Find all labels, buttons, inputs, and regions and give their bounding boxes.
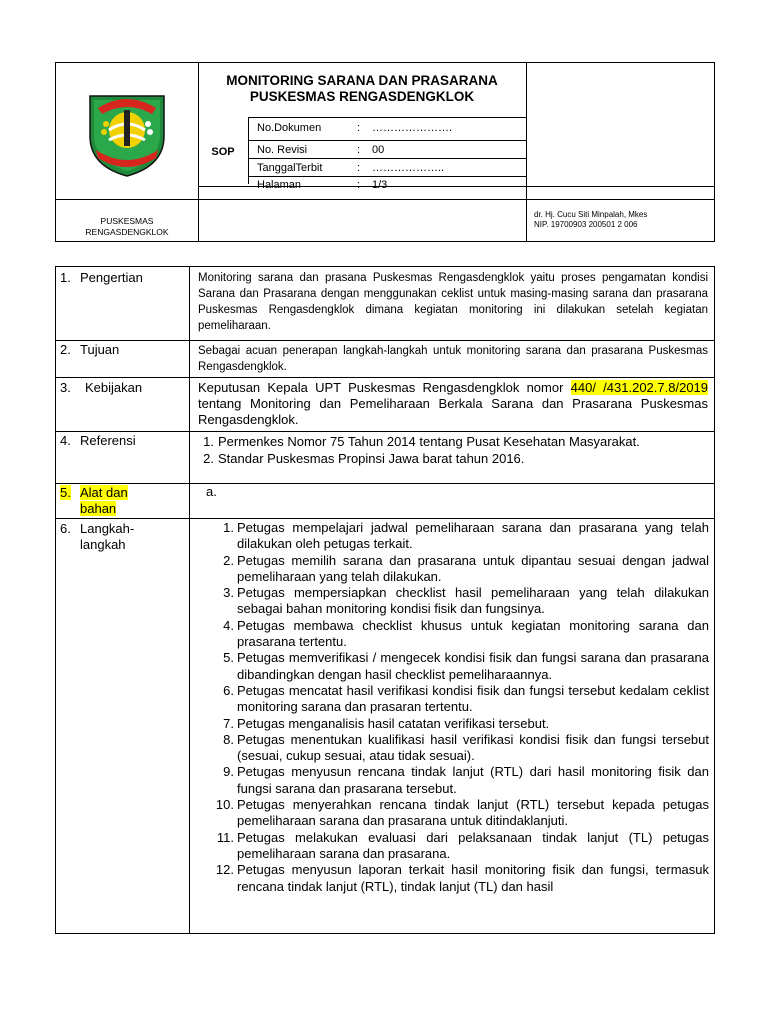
section-label-alat: [80, 485, 185, 517]
label-line-1: Langkah-: [80, 521, 135, 536]
section-label-kebijakan: Kebijakan: [85, 380, 143, 395]
doc-label: TanggalTerbit: [257, 162, 323, 174]
step-item: [206, 732, 709, 765]
step-number: 7.: [223, 715, 234, 731]
item-number: 2.: [203, 451, 214, 466]
signer-nip: NIP. 19700903 200501 2 006: [534, 220, 638, 229]
section-label-langkah: [80, 521, 185, 553]
doc-colon: :: [357, 179, 361, 191]
step-number: 3.: [223, 585, 234, 601]
langkah-steps-list: [206, 520, 709, 932]
step-number: 4.: [223, 617, 234, 633]
doc-colon: :: [357, 122, 361, 134]
doc-colon: :: [357, 144, 361, 156]
doc-label: No.Dokumen: [257, 122, 322, 134]
header-divider: [248, 158, 526, 159]
title-line-2: PUSKESMAS RENGASDENGKLOK: [249, 89, 475, 104]
sop-header: [55, 62, 715, 242]
step-number: 8.: [223, 731, 234, 747]
referensi-list: [194, 433, 714, 467]
step-text: Petugas mempersiapkan checklist hasil pemeliharaan yang telah dilakukan sebagai bahan monitoring kondisi fisik dan fungsinya.: [237, 585, 709, 617]
header-divider: [248, 176, 526, 177]
org-line-1: PUSKESMAS: [100, 216, 154, 226]
row-divider: [56, 483, 714, 484]
header-divider: [248, 117, 526, 118]
list-item: [194, 450, 714, 467]
step-item: [206, 764, 709, 797]
sop-content-table: [55, 266, 715, 934]
title-line-1: MONITORING SARANA DAN PRASARANA: [226, 73, 498, 88]
step-text: Petugas memilih sarana dan prasarana untuk dipantau sesuai dengan jadwal pemeliharaan yang telah dilakukan.: [237, 552, 709, 584]
section-number: 3.: [60, 380, 71, 395]
step-item: [206, 553, 709, 586]
doc-label: No. Revisi: [257, 144, 308, 156]
step-item: [206, 716, 709, 732]
step-item: [206, 585, 709, 618]
org-line-2: RENGASDENGKLOK: [85, 227, 169, 237]
alat-item: [206, 484, 217, 500]
step-text: Petugas mempelajari jadwal pemeliharaan sarana dan prasarana yang telah dilakukan oleh petugas terkait.: [237, 520, 709, 552]
section-number-highlight: 5.: [60, 485, 71, 500]
row-divider: [56, 518, 714, 519]
karawang-logo: [86, 88, 168, 178]
signature-block: [534, 210, 714, 230]
step-number: 10.: [215, 797, 234, 813]
header-divider: [56, 199, 714, 200]
kebijakan-text: [198, 380, 708, 428]
row-divider: [56, 340, 714, 341]
step-item: [206, 797, 709, 830]
row-divider: [56, 431, 714, 432]
doc-value: ………………..: [372, 162, 445, 174]
section-number: 1.: [60, 270, 71, 285]
item-number: a.: [206, 484, 217, 499]
step-text: Petugas membawa checklist khusus untuk kegiatan monitoring sarana dan prasarana tertentu.: [237, 617, 709, 650]
header-divider: [248, 117, 249, 184]
sop-label: SOP: [211, 146, 235, 158]
column-divider: [189, 267, 190, 933]
step-number: 5.: [223, 650, 234, 666]
step-item: [206, 862, 709, 895]
kebijakan-text-after: tentang Monitoring dan Pemeliharaan Berkala Sarana dan Prasarana Puskesmas Rengasdengklok.: [198, 396, 708, 427]
tujuan-text: Sebagai acuan penerapan langkah-langkah untuk monitoring sarana dan prasarana Puskesmas Rengasdengklok.: [198, 345, 708, 373]
doc-colon: :: [357, 162, 361, 174]
step-item: [206, 520, 709, 553]
section-number: 2.: [60, 342, 71, 357]
doc-label: Halaman: [257, 179, 302, 191]
step-number: 1.: [223, 520, 234, 535]
section-label-referensi: Referensi: [80, 433, 136, 448]
doc-value: 00: [372, 144, 385, 156]
section-number: [60, 485, 78, 501]
step-text: Petugas mencatat hasil verifikasi kondisi fisik dan fungsi tersebut kedalam ceklist monitoring sarana dan prasaran tertentu.: [237, 682, 709, 715]
item-text: Standar Puskesmas Propinsi Jawa barat tahun 2016.: [218, 451, 525, 466]
step-item: [206, 830, 709, 863]
section-number: 4.: [60, 433, 71, 448]
document-title: [198, 73, 526, 105]
step-number: 6.: [223, 682, 234, 698]
list-item: [194, 433, 714, 450]
label-line-2: langkah: [80, 537, 126, 552]
step-text: Petugas menyusun laporan terkait hasil monitoring fisik dan fungsi, termasuk rencana tindak lanjut (RTL), tindak lanjut (TL) dan hasil: [237, 862, 709, 894]
step-number: 11.: [216, 829, 234, 845]
step-item: [206, 683, 709, 716]
step-text: Petugas menganalisis hasil catatan verifikasi tersebut.: [237, 715, 550, 731]
label-line-1: Alat dan: [80, 485, 128, 500]
kebijakan-text-before: Keputusan Kepala UPT Puskesmas Rengasdengklok nomor: [198, 380, 571, 395]
row-divider: [56, 377, 714, 378]
item-number: 1.: [203, 434, 214, 449]
step-number: 9.: [223, 764, 234, 780]
organization-name: [56, 216, 198, 238]
pengertian-text: Monitoring sarana dan prasana Puskesmas Rengasdengklok yaitu proses pengamatan kondisi Sarana dan Prasarana dengan menggunakan ceklist untuk masing-masing sarana dan prasarana Puskesmas Rengasdengklok dimana kegiatan monitoring ini dilakukan setelah kegiatan pemeliharaan.: [198, 272, 708, 332]
step-text: Petugas melakukan evaluasi dari pelaksanaan tindak lanjut (TL) petugas pemeliharaan sarana dan prasarana.: [237, 829, 709, 861]
label-line-2: bahan: [80, 501, 117, 516]
step-number: 2.: [223, 552, 234, 568]
decree-number-highlight: 440/ /431.202.7.8/2019: [570, 380, 709, 395]
item-text: Permenkes Nomor 75 Tahun 2014 tentang Pusat Kesehatan Masyarakat.: [218, 434, 640, 449]
section-label-pengertian: Pengertian: [80, 270, 143, 285]
header-divider: [248, 140, 526, 141]
section-label-tujuan: Tujuan: [80, 342, 120, 357]
step-text: Petugas menentukan kualifikasi hasil verifikasi kondisi fisik dan fungsi tersebut (sesuai, cukup sesuai, atau tidak sesuai).: [237, 731, 709, 764]
step-text: Petugas menyerahkan rencana tindak lanjut (RTL) tersebut kepada petugas pemeliharaan sarana dan prasarana untuk ditindaklanjuti.: [237, 797, 709, 829]
step-text: Petugas memverifikasi / mengecek kondisi fisik dan fungsi sarana dan prasarana dibandingkan dengan hasil checklist pemeliharaannya.: [237, 650, 709, 682]
signer-name: dr. Hj. Cucu Siti Minpalah, Mkes: [534, 210, 648, 219]
section-number: 6.: [60, 521, 71, 536]
doc-value: ………………….: [372, 122, 453, 134]
step-item: [206, 650, 709, 683]
step-item: [206, 618, 709, 651]
step-text: Petugas menyusun rencana tindak lanjut (RTL) dari hasil monitoring fisik dan fungsi sarana dan prasarana tersebut.: [237, 764, 709, 796]
doc-value: 1/3: [372, 179, 388, 191]
step-number: 12.: [215, 862, 234, 878]
